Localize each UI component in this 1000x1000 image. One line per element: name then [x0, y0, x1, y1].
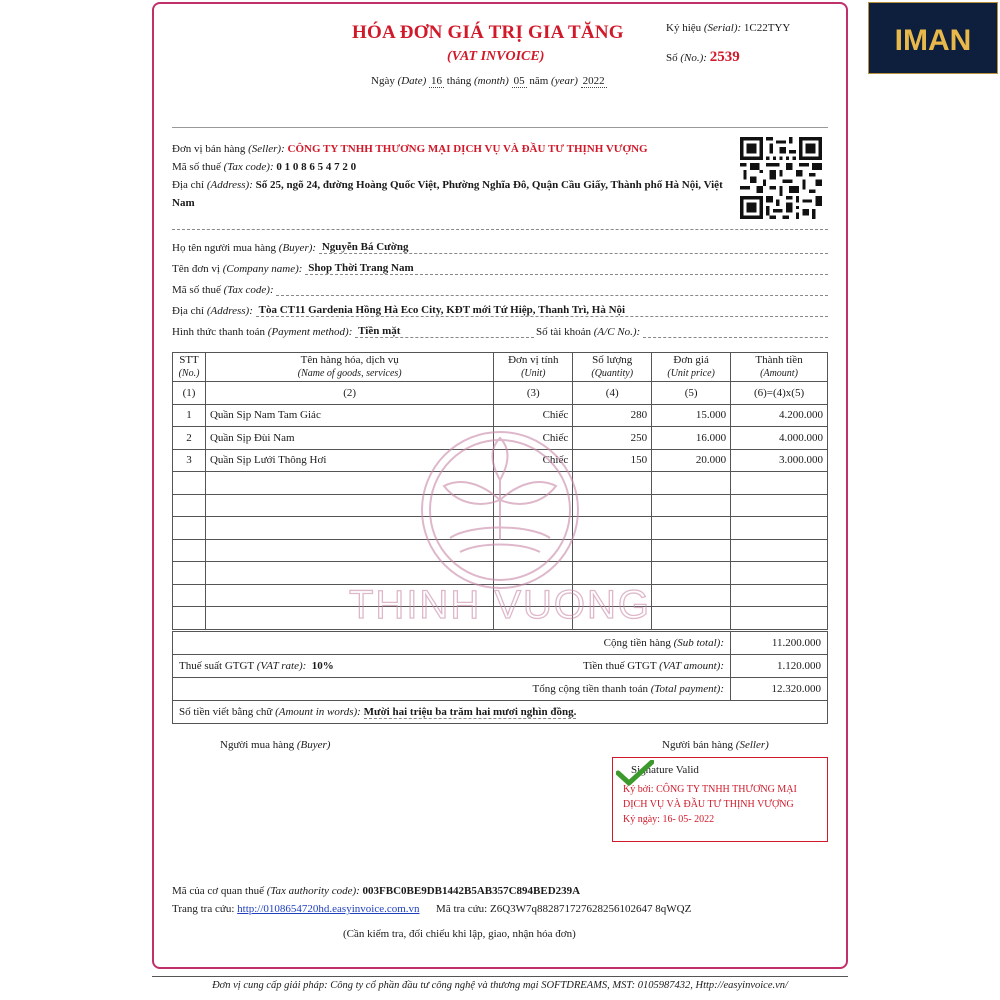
empty-row: [173, 517, 828, 540]
table-row: 3 Quần Sịp Lưới Thông Hơi Chiếc 150 20.000 3.000.000: [173, 449, 828, 472]
signed-date: Ký ngày: 16- 05- 2022: [623, 814, 715, 825]
seller-address: Số 25, ngõ 24, đường Hoàng Quốc Việt, Phường Nghĩa Đô, Quận Cầu Giấy, Thành phố Hà Nội, Việt Nam: [172, 179, 723, 209]
empty-row: [173, 539, 828, 562]
header-quantity: Số lượng (Quantity): [573, 353, 652, 382]
payment-method-line: Hình thức thanh toán (Payment method): Tiền mặt: [172, 325, 534, 338]
checkmark-icon: [616, 760, 654, 786]
amount-in-words-row: Số tiền viết bằng chữ (Amount in words): Mười hai triệu ba trăm hai mươi nghìn đồng.: [173, 701, 828, 724]
header-no: STT (No.): [173, 353, 206, 382]
watermark-text: THINH VUONG: [349, 583, 651, 627]
invoice-number: Số (No.): 2539: [666, 49, 740, 65]
seller-tax-code: 0 1 0 8 6 5 4 7 2 0: [276, 161, 357, 173]
divider: [172, 229, 828, 230]
empty-row: [173, 607, 828, 630]
empty-row: [173, 584, 828, 607]
date-day: 16: [431, 75, 443, 87]
buyer-signature-label: Người mua hàng (Buyer): [220, 739, 331, 751]
date-month: 05: [513, 75, 525, 87]
lookup-line: Trang tra cứu: http://0108654720hd.easyinvoice.com.vn Mã tra cứu: Z6Q3W7q882871727628256102647 8qWQZ: [172, 903, 692, 915]
tax-authority-line: Mã của cơ quan thuế (Tax authority code): 003FBC0BE9DB1442B5AB357C894BED239A: [172, 885, 581, 897]
header-amount: Thành tiền (Amount): [731, 353, 828, 382]
vat-amount-value: 1.120.000: [731, 655, 828, 678]
header-unit-price: Đơn giá (Unit price): [652, 353, 731, 382]
empty-row: [173, 472, 828, 495]
empty-row: [173, 494, 828, 517]
buyer-name-line: Họ tên người mua hàng (Buyer): Nguyễn Bá Cường: [172, 241, 828, 254]
buyer-address-line: Địa chỉ (Address): Tòa CT11 Gardenia Hồng Hà Eco City, KĐT mới Tứ Hiệp, Thanh Trì, Hà Nội: [172, 304, 828, 317]
tax-authority-code: 003FBC0BE9DB1442B5AB357C894BED239A: [362, 885, 581, 897]
payment-method: Tiền mặt: [355, 325, 534, 338]
seller-tax-line: Mã số thuế (Tax code): 0 1 0 8 6 5 4 7 2 0: [172, 161, 357, 173]
total-row: Tổng cộng tiền thanh toán (Total payment): 12.320.000: [173, 678, 828, 701]
invoice-date: Ngày (Date) 16 tháng (month) 05 năm (year) 2022: [371, 75, 605, 87]
seller-name-line: Đơn vị bán hàng (Seller): CÔNG TY TNHH THƯƠNG MẠI DỊCH VỤ VÀ ĐẦU TƯ THỊNH VƯỢNG: [172, 143, 648, 155]
lookup-code: Z6Q3W7q882871727628256102647 8qWQZ: [489, 903, 692, 915]
date-year: 2022: [582, 75, 605, 87]
empty-row: [173, 562, 828, 585]
buyer-tax-line: Mã số thuế (Tax code):: [172, 283, 828, 296]
iman-logo: [868, 2, 998, 74]
buyer-company: Shop Thời Trang Nam: [305, 262, 828, 275]
divider: [152, 976, 848, 977]
table-header-row: [173, 353, 828, 382]
totals-table: [172, 631, 828, 724]
amount-in-words: Mười hai triệu ba trăm hai mươi nghìn đồng.: [363, 706, 577, 718]
table-row: 1 Quần Sịp Nam Tam Giác Chiếc 280 15.000 4.200.000: [173, 404, 828, 427]
items-table: [172, 352, 828, 630]
total-value: 12.320.000: [731, 678, 828, 701]
buyer-address: Tòa CT11 Gardenia Hồng Hà Eco City, KĐT mới Tứ Hiệp, Thanh Trì, Hà Nội: [256, 304, 828, 317]
logo-image: [870, 4, 996, 72]
buyer-tax-code: [276, 283, 828, 296]
vat-rate: 10%: [311, 660, 334, 672]
buyer-company-line: Tên đơn vị (Company name): Shop Thời Trang Nam: [172, 262, 828, 275]
provider-info: Đơn vị cung cấp giải pháp: Công ty cổ phần đầu tư công nghệ và thương mại SOFTDREAMS, MST: 0105987432, Http://easyinvoice.vn/: [212, 980, 788, 991]
vat-row: Thuế suất GTGT (VAT rate): 10% Tiền thuế GTGT (VAT amount): 1.120.000: [173, 655, 828, 678]
signature-valid: Signature Valid: [631, 764, 699, 776]
subtotal-row: Cộng tiền hàng (Sub total): 11.200.000: [173, 632, 828, 655]
account-number-line: Số tài khoản (A/C No.):: [536, 325, 828, 338]
lookup-link[interactable]: http://0108654720hd.easyinvoice.com.vn: [237, 903, 420, 915]
table-row: 2 Quần Sịp Đùi Nam Chiếc 250 16.000 4.000.000: [173, 427, 828, 450]
invoice-serial: Ký hiệu (Serial): 1C22TYY: [666, 22, 791, 34]
signed-by: Ký bởi: CÔNG TY TNHH THƯƠNG MẠI DỊCH VỤ VÀ ĐẦU TƯ THỊNH VƯỢNG: [623, 784, 797, 810]
seller-name: CÔNG TY TNHH THƯƠNG MẠI DỊCH VỤ VÀ ĐẦU TƯ THỊNH VƯỢNG: [287, 143, 648, 155]
subtotal-value: 11.200.000: [731, 632, 828, 655]
account-number: [643, 325, 828, 338]
seller-signature-label: Người bán hàng (Seller): [662, 739, 769, 751]
header-unit: Đơn vị tính (Unit): [494, 353, 573, 382]
table-index-row: (1) (2) (3) (4) (5) (6)=(4)x(5): [173, 382, 828, 405]
divider: [172, 127, 828, 128]
header-name: Tên hàng hóa, dịch vụ (Name of goods, services): [205, 353, 493, 382]
qr-code: [740, 137, 822, 219]
buyer-name: Nguyễn Bá Cường: [319, 241, 828, 254]
logo-text: IMAN: [894, 24, 972, 57]
seller-section: [172, 140, 732, 212]
footer-note: (Cần kiểm tra, đối chiếu khi lập, giao, nhận hóa đơn): [343, 928, 576, 940]
invoice-title: HÓA ĐƠN GIÁ TRỊ GIA TĂNG: [352, 22, 624, 43]
invoice-subtitle: (VAT INVOICE): [447, 49, 545, 64]
seller-address-line: Địa chỉ (Address): Số 25, ngõ 24, đường Hoàng Quốc Việt, Phường Nghĩa Đô, Quận Cầu Giấy, Thành phố Hà Nội, Việt Nam: [172, 179, 723, 209]
